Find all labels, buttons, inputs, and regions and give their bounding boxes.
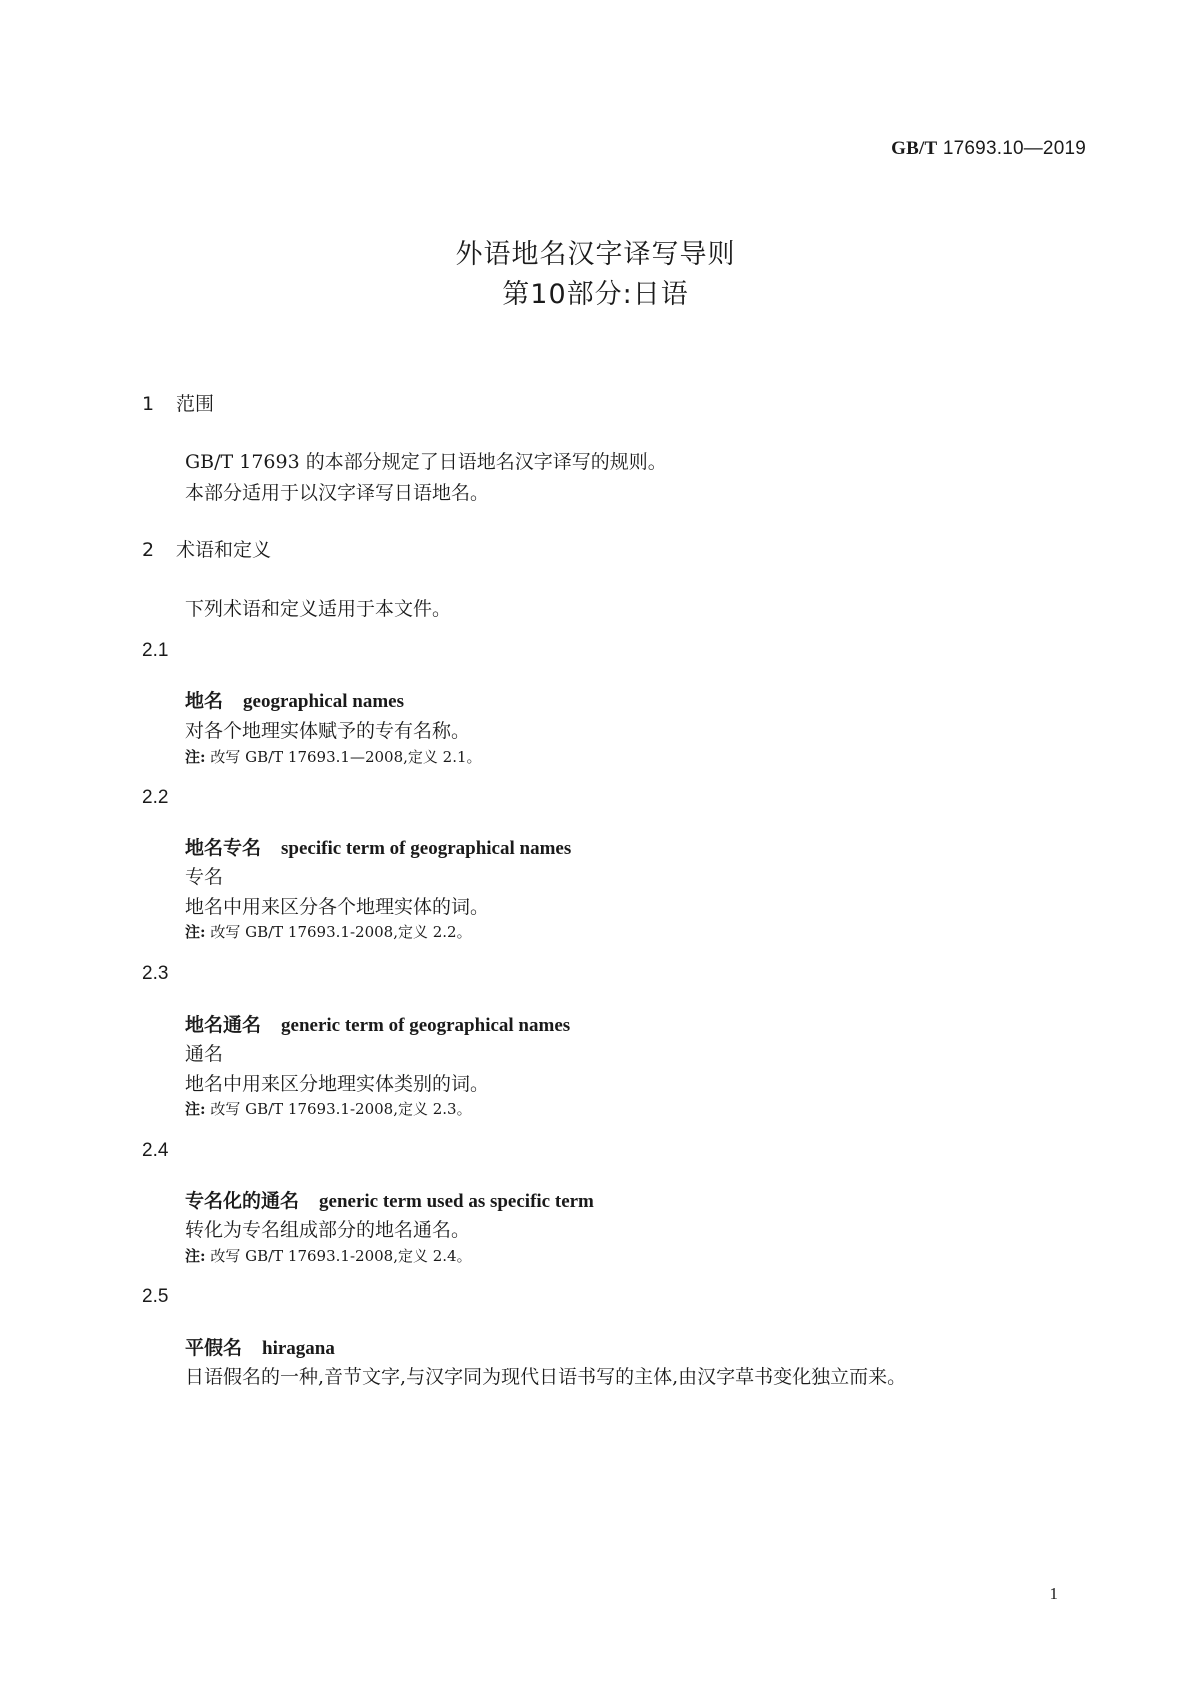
page-number: 1 [1049, 1584, 1058, 1603]
term-zh: 专名化的通名 [185, 1190, 300, 1212]
term-entry [185, 1186, 594, 1213]
term-note [185, 746, 482, 767]
term-entry [185, 1010, 570, 1037]
term-note [185, 1098, 472, 1119]
term-zh: 地名 [185, 690, 224, 712]
section-heading-terms [142, 535, 271, 562]
term-entry [185, 1333, 335, 1360]
document-subtitle: 第10部分:日语 [502, 279, 689, 310]
section-heading-scope [142, 389, 214, 416]
term-en: generic term used as specific term [319, 1191, 594, 1212]
term-en: hiragana [262, 1338, 335, 1359]
section-number: 2 [142, 539, 155, 561]
term-admitted: 通名 [185, 1043, 224, 1065]
note-text: 改写 GB/T 17693.1-2008,定义 2.3。 [210, 1100, 472, 1118]
note-text: 改写 GB/T 17693.1-2008,定义 2.2。 [210, 923, 472, 941]
note-text: 改写 GB/T 17693.1-2008,定义 2.4。 [210, 1247, 472, 1265]
term-number: 2.4 [142, 1140, 169, 1161]
paragraph: GB/T 17693 的本部分规定了日语地名汉字译写的规则。 [185, 451, 667, 473]
term-zh: 平假名 [185, 1337, 243, 1359]
section-title: 范围 [176, 393, 215, 415]
term-definition: 地名中用来区分地理实体类别的词。 [185, 1073, 490, 1095]
term-number: 2.3 [142, 963, 169, 984]
term-number: 2.5 [142, 1286, 169, 1307]
term-number: 2.1 [142, 640, 169, 661]
note-text: 改写 GB/T 17693.1—2008,定义 2.1。 [210, 748, 482, 766]
standard-code [891, 138, 1086, 160]
term-zh: 地名通名 [185, 1014, 262, 1036]
standard-code-prefix: GB/T [891, 138, 938, 159]
note-label: 注: [185, 1100, 206, 1118]
term-entry [185, 833, 571, 860]
paragraph: 下列术语和定义适用于本文件。 [185, 598, 452, 620]
standard-code-number: 17693.10—2019 [942, 138, 1086, 159]
term-note [185, 921, 472, 942]
document-title: 外语地名汉字译写导则 [455, 239, 736, 270]
term-number: 2.2 [142, 787, 169, 808]
term-definition: 日语假名的一种,音节文字,与汉字同为现代日语书写的主体,由汉字草书变化独立而来。 [185, 1366, 907, 1388]
term-definition: 地名中用来区分各个地理实体的词。 [185, 896, 490, 918]
note-label: 注: [185, 923, 206, 941]
term-en: generic term of geographical names [281, 1015, 571, 1036]
term-admitted: 专名 [185, 866, 224, 888]
term-definition: 转化为专名组成部分的地名通名。 [185, 1219, 471, 1241]
term-en: specific term of geographical names [281, 838, 572, 859]
term-note [185, 1245, 472, 1266]
term-entry [185, 686, 404, 713]
section-number: 1 [142, 393, 155, 415]
section-title: 术语和定义 [176, 539, 272, 561]
paragraph: 本部分适用于以汉字译写日语地名。 [185, 482, 490, 504]
note-label: 注: [185, 1247, 206, 1265]
note-label: 注: [185, 748, 206, 766]
term-en: geographical names [243, 691, 404, 712]
term-zh: 地名专名 [185, 837, 262, 859]
term-definition: 对各个地理实体赋予的专有名称。 [185, 720, 471, 742]
